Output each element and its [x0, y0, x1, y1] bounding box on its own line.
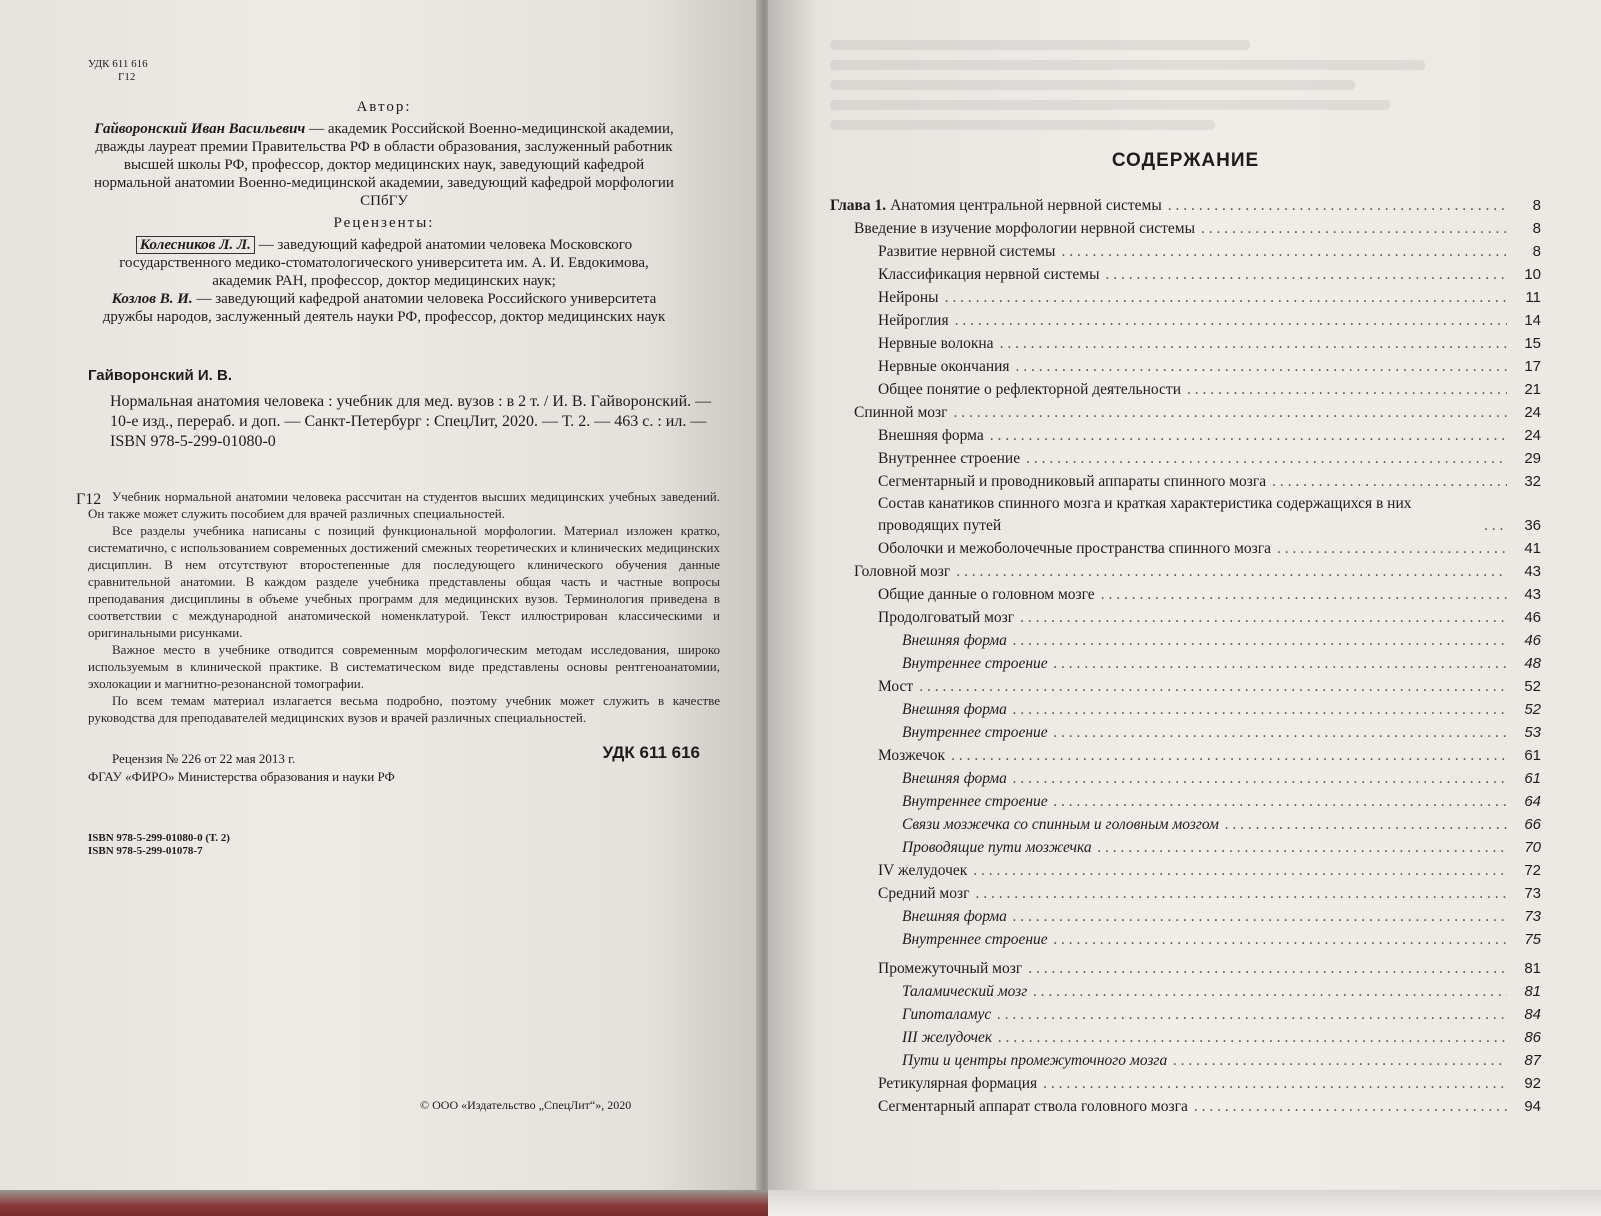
toc-entry-page: 36 — [1524, 517, 1541, 534]
author-block — [88, 98, 720, 210]
toc-entry-page: 81 — [1524, 960, 1541, 977]
toc-entry-page: 41 — [1524, 540, 1541, 557]
reviewer-2-bio: — заведующий кафедрой анатомии человека Российского университета дружбы народов, заслуженный деятель науки РФ, профессор, доктор медицинских наук — [102, 291, 666, 325]
reviewer-2-name: Козлов В. И. — [111, 291, 193, 307]
toc-entry-title: Внешняя форма — [902, 908, 1007, 925]
toc-entry-title: Внешняя форма — [902, 770, 1007, 787]
toc-entry — [830, 790, 1541, 813]
toc-entry-page: 87 — [1524, 1052, 1541, 1069]
toc-entry-page: 72 — [1524, 862, 1541, 879]
toc-entry-page: 10 — [1524, 266, 1541, 283]
toc-entry-title: Внутреннее строение — [878, 450, 1021, 467]
toc-entry-page: 52 — [1524, 678, 1541, 695]
reviewer-1-name: Колесников Л. Л. — [136, 236, 255, 254]
toc-entry-title: Средний мозг — [878, 885, 970, 902]
toc-title: СОДЕРЖАНИЕ — [1111, 150, 1260, 171]
author-heading: Автор: — [356, 99, 412, 115]
toc-entry-title: III желудочек — [902, 1029, 993, 1046]
toc-entry-title: Сегментарный аппарат ствола головного мозга — [878, 1098, 1188, 1115]
toc-entry — [830, 836, 1541, 859]
book-bottom-edge — [0, 1190, 1601, 1216]
toc-entry-page: 73 — [1524, 908, 1541, 925]
toc-entry — [830, 537, 1541, 560]
reviewer-2 — [88, 290, 680, 326]
toc-entry-title: Сегментарный и проводниковый аппараты спинного мозга — [878, 473, 1267, 490]
toc-entry — [830, 721, 1541, 744]
abstract-paragraph: По всем темам материал излагается весьма подробно, поэтому учебник может служить в качестве руководства для преподавателей медицинских вузов и врачей различных специальностей. — [88, 693, 720, 725]
toc-entry — [830, 378, 1541, 401]
review-org: ФГАУ «ФИРО» Министерства образования и науки РФ — [88, 769, 395, 784]
abstract-paragraph: Важное место в учебнике отводится современным морфологическим методам исследования, широко используемым в клинической практике. В систематическом виде представлены основы рентгеноанатомии, эхолокации и магнитно-резонансной томографии. — [88, 642, 720, 691]
udk-header — [88, 58, 148, 84]
toc-entry-page: 84 — [1524, 1006, 1541, 1023]
udk-code: УДК 611 616 — [88, 58, 148, 70]
toc-entry — [830, 1072, 1541, 1095]
toc-entry-title: Внутреннее строение — [902, 655, 1048, 672]
toc-entry-page: 46 — [1524, 609, 1541, 626]
toc-entry-title: Пути и центры промежуточного мозга — [902, 1052, 1168, 1069]
chapter-label: Глава 1. — [830, 197, 887, 214]
toc-entry — [830, 882, 1541, 905]
toc-entry-title: Развитие нервной системы — [878, 243, 1056, 260]
biblio-code: Г12 — [76, 491, 102, 508]
toc-entry-page: 66 — [1524, 816, 1541, 833]
toc-entry-title: Введение в изучение морфологии нервной системы — [854, 220, 1195, 237]
toc-entry-page: 94 — [1524, 1098, 1541, 1115]
right-page — [768, 0, 1601, 1190]
toc-entry-title: Внутреннее строение — [902, 724, 1048, 741]
reviewer-1 — [88, 236, 680, 290]
toc-entry-title: Ретикулярная формация — [878, 1075, 1038, 1092]
toc-entry-page: 92 — [1524, 1075, 1541, 1092]
toc-entry-title: Связи мозжечка со спинным и головным мозгом — [902, 816, 1219, 833]
toc-entry — [830, 928, 1541, 951]
author-mark: Г12 — [118, 71, 136, 83]
review-info — [88, 743, 720, 786]
toc-entry — [830, 1003, 1541, 1026]
toc-entry-page: 61 — [1524, 770, 1541, 787]
toc-entry-title: Внешняя форма — [902, 701, 1007, 718]
show-through-text — [830, 30, 1530, 150]
toc-entry-title: Общие данные о головном мозге — [878, 586, 1095, 603]
toc-entry-title: Состав канатиков спинного мозга и краткая характеристика содержащихся в них проводящих путей — [878, 495, 1412, 534]
toc-entry — [830, 859, 1541, 882]
toc-entry-title: Внешняя форма — [902, 632, 1007, 649]
toc-entry-title: Внутреннее строение — [902, 931, 1048, 948]
toc-entry-page: 52 — [1524, 701, 1541, 718]
toc-entry-page: 14 — [1524, 312, 1541, 329]
toc-entry — [830, 744, 1541, 767]
toc-entry — [830, 447, 1541, 470]
toc-entry-page: 32 — [1524, 473, 1541, 490]
toc-entry-page: 46 — [1524, 632, 1541, 649]
author-description — [88, 120, 680, 210]
toc-entry-title: Нервные волокна — [878, 335, 994, 352]
toc-entry-page: 75 — [1524, 931, 1541, 948]
toc-entry-page: 11 — [1525, 289, 1541, 306]
toc-entry-page: 86 — [1524, 1029, 1541, 1046]
toc-entry — [830, 401, 1541, 424]
toc-entry-page: 53 — [1524, 724, 1541, 741]
toc-entry — [830, 813, 1541, 836]
toc-entry-title: Мозжечок — [878, 747, 946, 764]
toc-entry — [830, 957, 1541, 980]
isbn-set: ISBN 978-5-299-01078-7 — [88, 845, 203, 857]
toc-entry — [830, 1026, 1541, 1049]
toc-entry-title: Мост — [878, 678, 914, 695]
toc-entry-page: 70 — [1524, 839, 1541, 856]
toc-entry-title: Гипоталамус — [902, 1006, 992, 1023]
review-number: Рецензия № 226 от 22 мая 2013 г. — [112, 751, 296, 766]
toc-entry — [830, 470, 1541, 493]
toc-entry-page: 64 — [1524, 793, 1541, 810]
isbn-block — [88, 832, 720, 858]
toc-entry-page: 73 — [1524, 885, 1541, 902]
biblio-author: Гайворонский И. В. — [88, 367, 233, 384]
toc-entry — [830, 286, 1541, 309]
toc-entry-title: Нервные окончания — [878, 358, 1010, 375]
copyright: © ООО «Издательство „СпецЛит“», 2020 — [420, 1098, 632, 1112]
toc-entry-title: Продолговатый мозг — [878, 609, 1015, 626]
toc-entry — [830, 606, 1541, 629]
udk-bottom: УДК 611 616 — [602, 743, 700, 762]
toc-entry-page: 81 — [1524, 983, 1541, 1000]
toc-entry-title: Общее понятие о рефлекторной деятельности — [878, 381, 1181, 398]
toc-entry — [830, 217, 1541, 240]
toc-entry-title: Проводящие пути мозжечка — [902, 839, 1092, 856]
toc-entry — [830, 194, 1541, 217]
abstract — [88, 488, 720, 726]
toc-entry — [830, 583, 1541, 606]
toc-entry-page: 8 — [1532, 220, 1541, 237]
toc-entry — [830, 240, 1541, 263]
toc-entry-title: Оболочки и межоболочечные пространства спинного мозга — [878, 540, 1271, 557]
toc-entry — [830, 905, 1541, 928]
toc-entry-page: 43 — [1524, 586, 1541, 603]
toc-entry-title: Нейроглия — [878, 312, 949, 329]
toc-entry — [830, 355, 1541, 378]
toc-entry-title: Спинной мозг — [854, 404, 948, 421]
toc-entry-page: 61 — [1524, 747, 1541, 764]
reviewers-heading: Рецензенты: — [333, 215, 435, 231]
toc-entry — [830, 424, 1541, 447]
toc-entry-title: Головной мозг — [854, 563, 951, 580]
abstract-paragraph: Учебник нормальной анатомии человека рассчитан на студентов высших медицинских учебных заведений. Он также может служить пособием для врачей различных специальностей. — [88, 489, 720, 521]
table-of-contents — [830, 194, 1541, 1118]
toc-entry-title: Внешняя форма — [878, 427, 984, 444]
toc-entry-title: Внутреннее строение — [902, 793, 1048, 810]
reviewer-1-bio: — заведующий кафедрой анатомии человека Московского государственного медико-стоматологического университета им. А. И. Евдокимова, академик РАН, профессор, доктор медицинских наук; — [119, 237, 649, 289]
toc-entry — [830, 767, 1541, 790]
toc-entry — [830, 493, 1541, 537]
biblio-text: Нормальная анатомия человека : учебник для мед. вузов : в 2 т. / И. В. Гайворонский. — 10-е изд., перераб. и доп. — Санкт-Петербург : СпецЛит, 2020. — Т. 2. — 463 с. : ил. — ISBN 978-5-299-01080-0 — [110, 393, 712, 450]
toc-entry-title: IV желудочек — [878, 862, 968, 879]
author-name: Гайворонский Иван Васильевич — [94, 121, 306, 137]
toc-entry — [830, 629, 1541, 652]
isbn-volume: ISBN 978-5-299-01080-0 (Т. 2) — [88, 832, 230, 844]
toc-entry-page: 48 — [1524, 655, 1541, 672]
toc-entry-title: Классификация нервной системы — [878, 266, 1100, 283]
reviewers-block — [88, 214, 720, 326]
toc-entry-page: 43 — [1524, 563, 1541, 580]
toc-entry — [830, 332, 1541, 355]
toc-entry — [830, 675, 1541, 698]
toc-entry — [830, 1095, 1541, 1118]
table-surface — [768, 1190, 1601, 1216]
toc-entry — [830, 1049, 1541, 1072]
toc-entry-page: 29 — [1524, 450, 1541, 467]
toc-entry-page: 24 — [1524, 404, 1541, 421]
toc-entry-page: 8 — [1532, 197, 1541, 214]
toc-entry-page: 8 — [1532, 243, 1541, 260]
abstract-paragraph: Все разделы учебника написаны с позиций функциональной морфологии. Материал изложен кратко, систематично, с использованием современных достижений смежных теоретических и клинических медицинских дисциплин. В нем отсутствуют второстепенные для последующего клинического обучения данные сравнительной анатомии. В каждом разделе учебника представлены общая часть и частные вопросы преподавания дисциплины в объеме учебных программ для медицинских вузов. Терминология приведена в соответствии с международной анатомической номенклатурой. Текст иллюстрирован классическими и оригинальными рисунками. — [88, 523, 720, 640]
left-page — [0, 0, 760, 1190]
toc-entry-title: Нейроны — [878, 289, 939, 306]
toc-entry-title: Анатомия центральной нервной системы — [890, 197, 1162, 214]
toc-entry-page: 17 — [1524, 358, 1541, 375]
toc-entry — [830, 263, 1541, 286]
toc-entry — [830, 560, 1541, 583]
author-bio: — академик Российской Военно-медицинской академии, дважды лауреат премии Правительства РФ в области образования, заслуженный работник высшей школы РФ, профессор, доктор медицинских наук, заведующий кафедрой нормальной анатомии Военно-медицинской академии, заведующий кафедрой морфологии СПбГУ — [94, 121, 674, 209]
toc-entry-title: Таламический мозг — [902, 983, 1028, 1000]
toc-entry — [830, 309, 1541, 332]
toc-entry-page: 24 — [1524, 427, 1541, 444]
toc-entry-page: 21 — [1524, 381, 1541, 398]
toc-entry — [830, 980, 1541, 1003]
toc-entry — [830, 698, 1541, 721]
toc-entry-title: Промежуточный мозг — [878, 960, 1023, 977]
toc-entry-page: 15 — [1524, 335, 1541, 352]
toc-entry — [830, 652, 1541, 675]
